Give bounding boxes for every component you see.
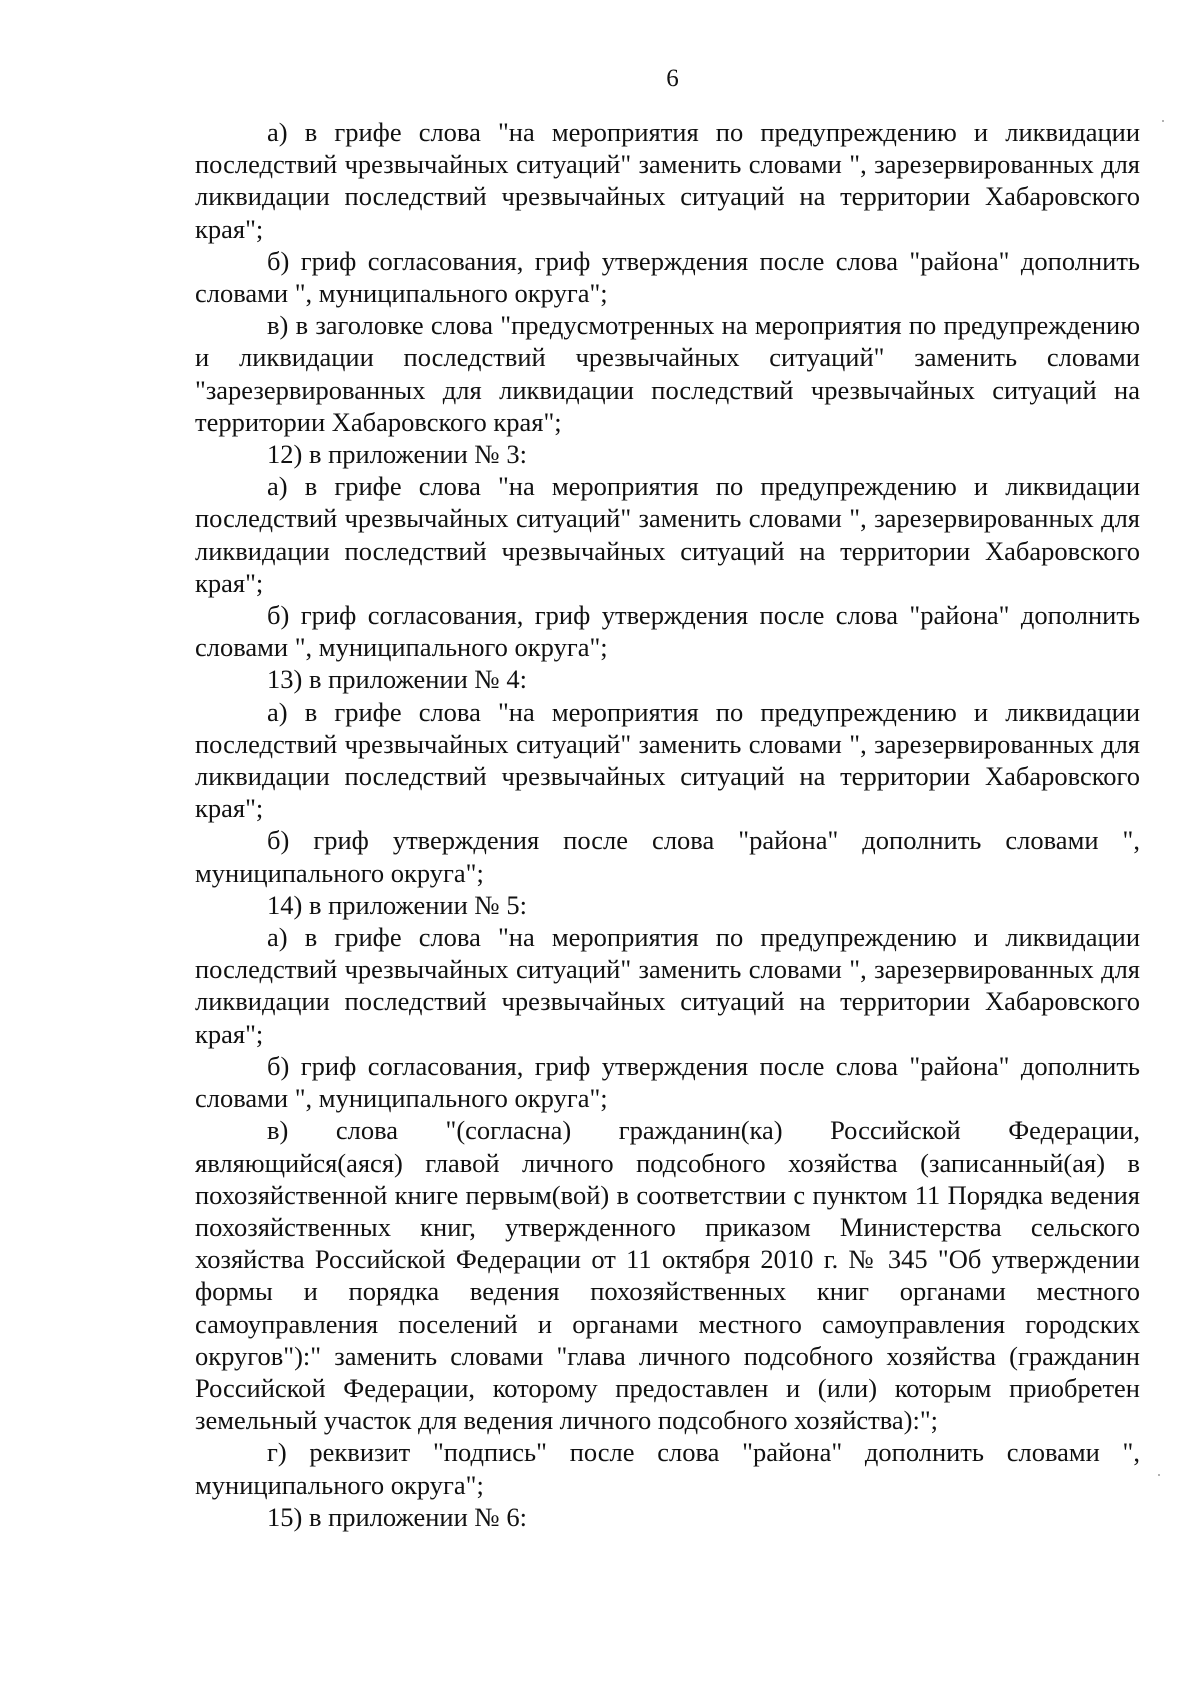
paragraph-14g: г) реквизит "подпись" после слова "района" дополнить словами ", муниципального округа"; [195,1437,1140,1500]
paragraph-13b: б) гриф утверждения после слова "района" дополнить словами ", муниципального округа"; [195,825,1140,888]
item-13-heading: 13) в приложении № 4: [267,664,527,695]
paragraph-11b: б) гриф согласования, гриф утверждения после слова "района" дополнить словами ", муниципального округа"; [195,245,1140,309]
paragraph-14v: в) слова "(согласна) гражданин(ка) Российской Федерации, являющийся(аяся) главой личного подсобного хозяйства (записанный(ая) в похозяйственной книге первым(вой) в соответствии с пунктом 11 Порядка ведения похозяйственных книг, утвержденного приказом Министерства сельского хозяйства Российской Федерации от 11 октября 2010 г. № 345 "Об утверждении формы и порядка ведения похозяйственных книг органами местного самоуправления поселений и органами местного самоуправления городских округов"):" заменить словами "глава личного подсобного хозяйства (гражданин Российской Федерации, которому предоставлен и (или) которым приобретен земельный участок для ведения личного подсобного хозяйства):"; [195,1115,1140,1436]
document-body [195,116,1140,1533]
item-14-heading: 14) в приложении № 5: [267,889,527,920]
paragraph-14a: а) в грифе слова "на мероприятия по предупреждению и ликвидации последствий чрезвычайных ситуаций" заменить словами ", зарезервированных для ликвидации последствий чрезвычайных ситуаций на территории Хабаровского края"; [195,922,1140,1049]
paragraph-13a: а) в грифе слова "на мероприятия по предупреждению и ликвидации последствий чрезвычайных ситуаций" заменить словами ", зарезервированных для ликвидации последствий чрезвычайных ситуаций на территории Хабаровского края"; [195,696,1140,824]
paragraph-12b: б) гриф согласования, гриф утверждения после слова "района" дополнить словами ", муниципального округа"; [195,600,1140,663]
paragraph-11a: а) в грифе слова "на мероприятия по предупреждению и ликвидации последствий чрезвычайных ситуаций" заменить словами ", зарезервированных для ликвидации последствий чрезвычайных ситуаций на территории Хабаровского края"; [195,117,1140,244]
paragraph-14b: б) гриф согласования, гриф утверждения после слова "района" дополнить словами ", муниципального округа"; [195,1050,1140,1114]
scan-speck [1158,1474,1160,1476]
item-12-heading: 12) в приложении № 3: [267,439,527,470]
page-number: 6 [666,65,679,92]
scan-speck [1162,120,1164,122]
item-15-heading: 15) в приложении № 6: [267,1501,527,1532]
paragraph-11v: в) в заголовке слова "предусмотренных на мероприятия по предупреждению и ликвидации последствий чрезвычайных ситуаций" заменить словами "зарезервированных для ликвидации последствий чрезвычайных ситуаций на территории Хабаровского края"; [195,310,1140,437]
paragraph-12a: а) в грифе слова "на мероприятия по предупреждению и ликвидации последствий чрезвычайных ситуаций" заменить словами ", зарезервированных для ликвидации последствий чрезвычайных ситуаций на территории Хабаровского края"; [195,471,1140,598]
